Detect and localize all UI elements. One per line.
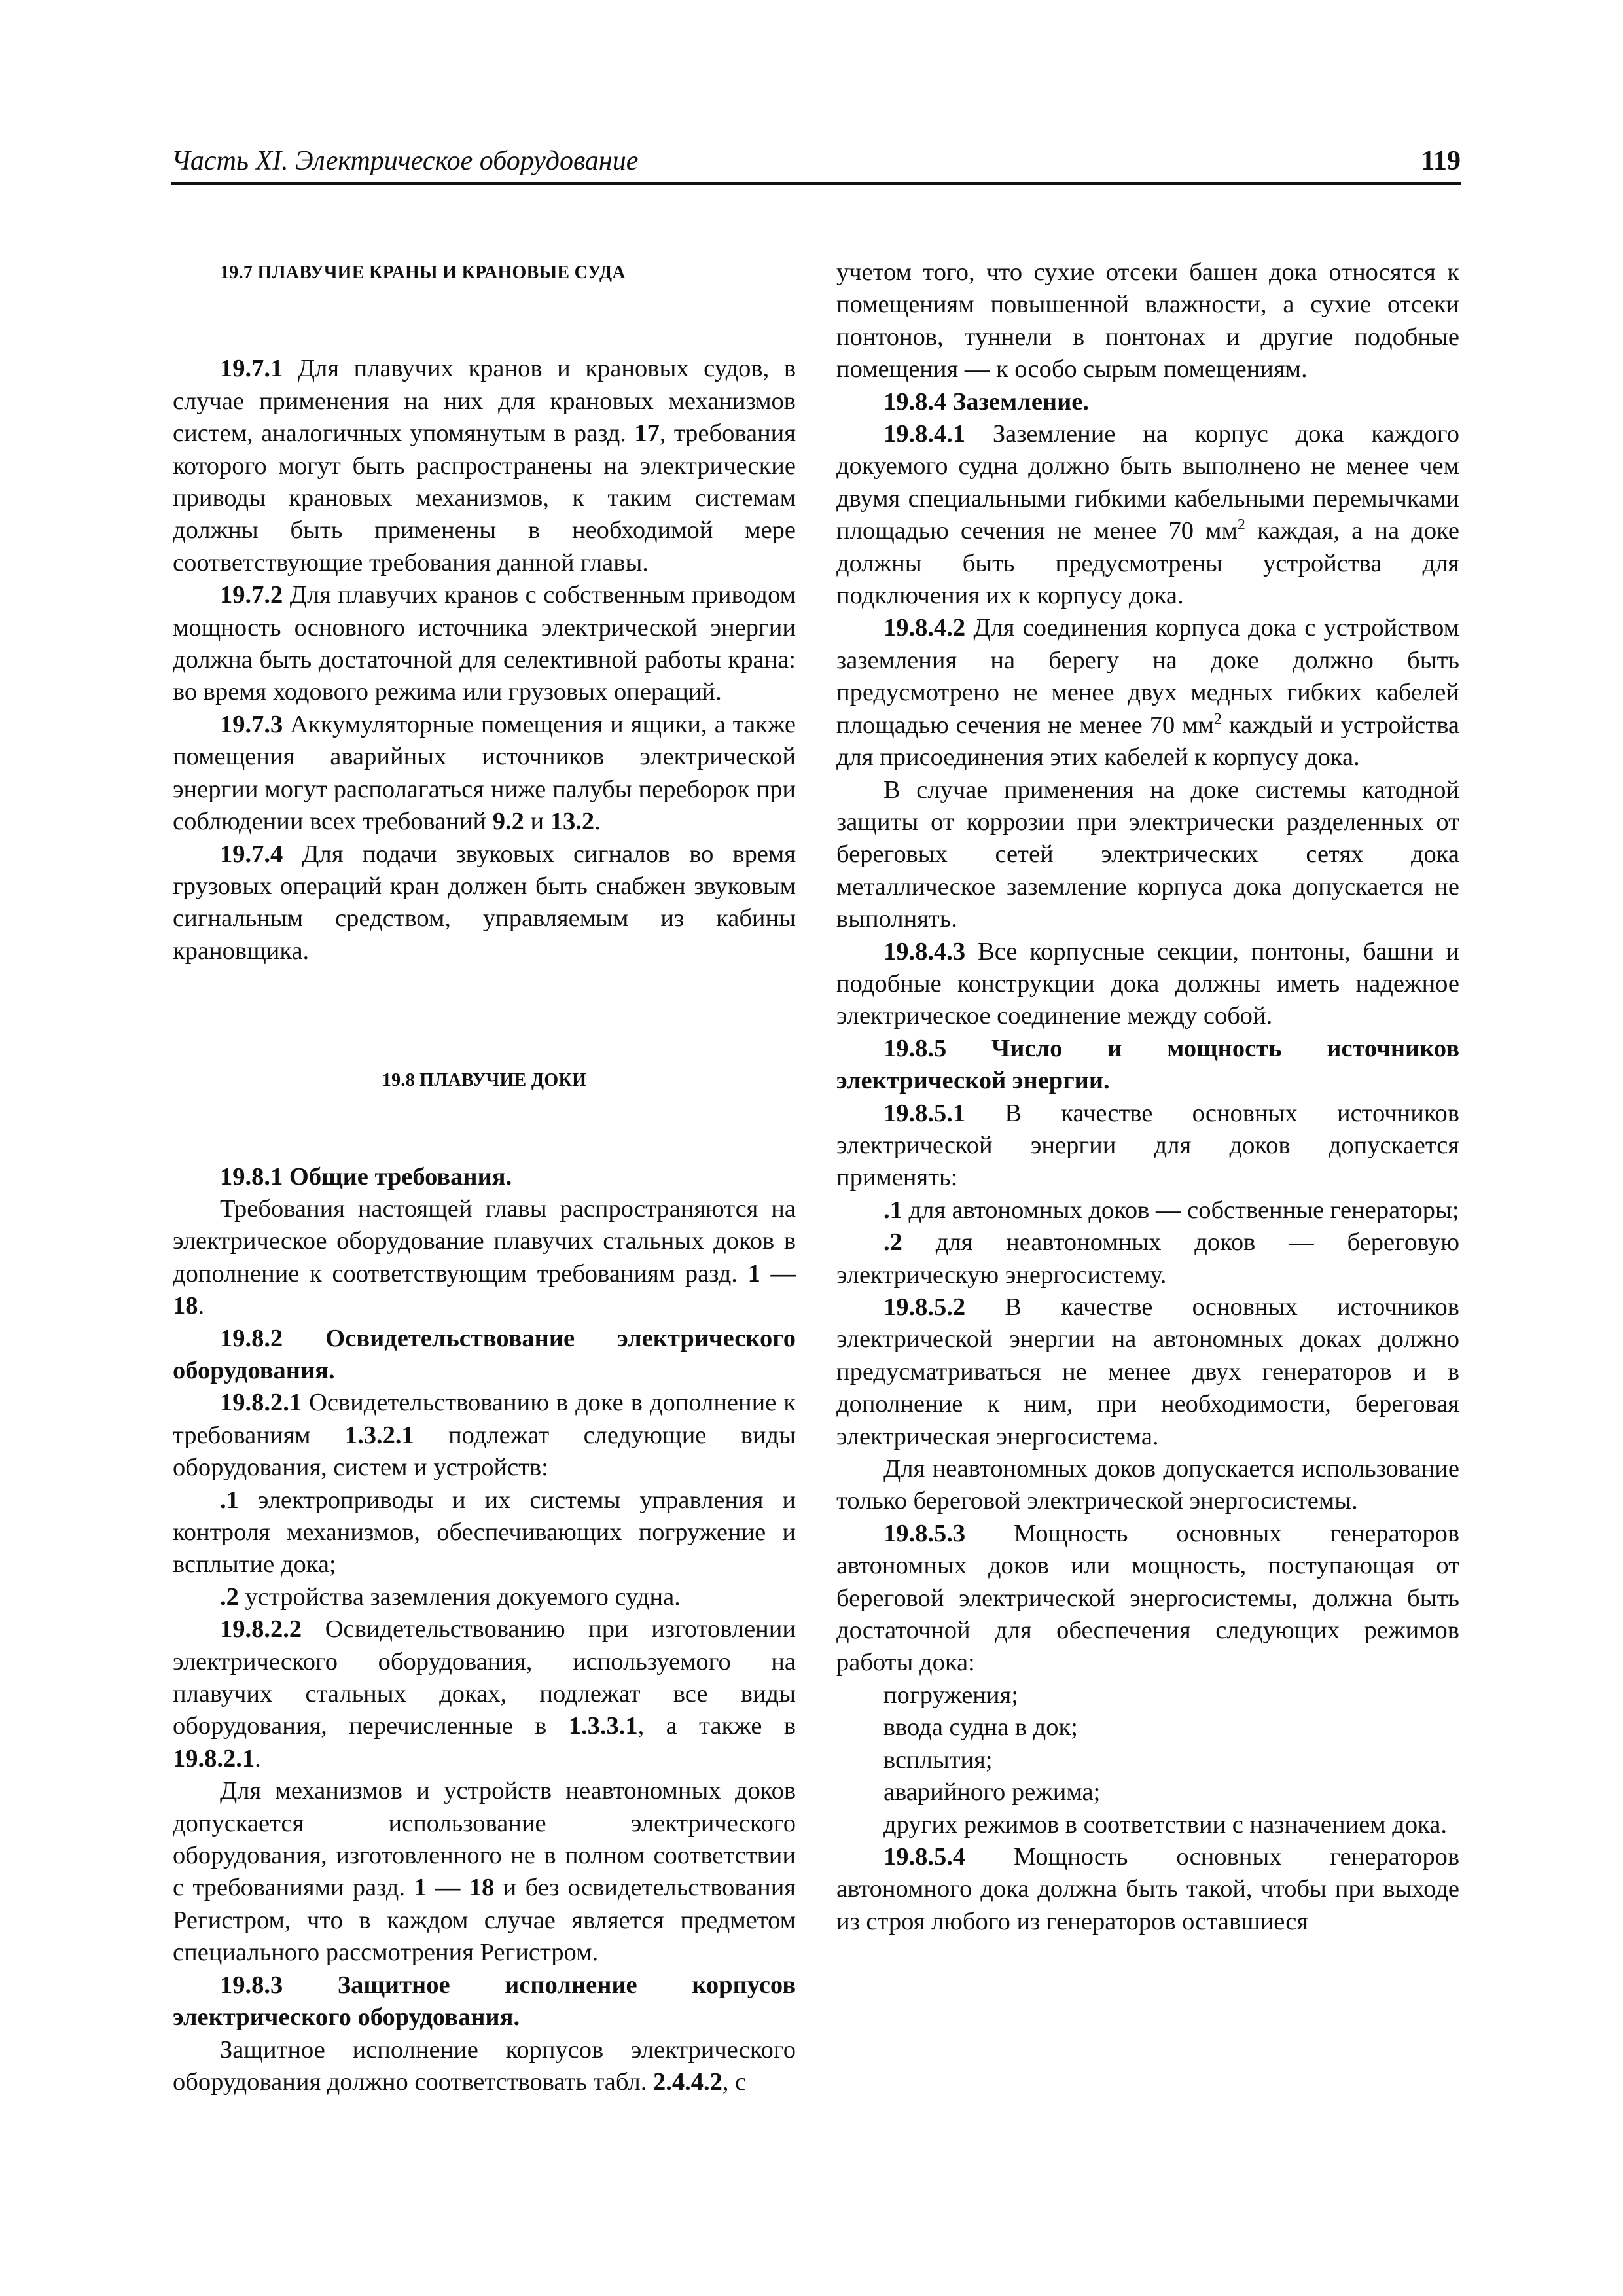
clause-number: 19.7.1 bbox=[220, 355, 283, 383]
mode-item: других режимов в соответствии с назначением дока. bbox=[883, 1810, 1447, 1839]
text: каждый и устройства для присоединения этих кабелей к корпусу дока. bbox=[836, 711, 1459, 772]
text: для неавтономных доков — береговую электрическую энергосистему. bbox=[836, 1229, 1459, 1289]
text: Для подачи звуковых сигналов во время грузовых операций кран должен быть снабжен звуковым сигнальным средством, управляемым из кабины крановщика. bbox=[173, 840, 796, 965]
clause-number: 19.7.2 bbox=[220, 581, 283, 609]
list-marker: .1 bbox=[883, 1196, 902, 1224]
mode-item: ввода судна в док; bbox=[883, 1713, 1078, 1742]
paragraph-nonautonomous-mechanisms bbox=[173, 1775, 796, 1969]
left-column bbox=[173, 257, 796, 2098]
page-number: 119 bbox=[1421, 146, 1461, 176]
paragraph-19-8-5-4 bbox=[836, 1841, 1459, 1938]
text: Аккумуляторные помещения и ящики, а также помещения аварийных источников электрической энергии могут располагаться ниже палубы переборок при соблюдении всех требований bbox=[173, 710, 796, 836]
clause-title: Заземление. bbox=[946, 387, 1089, 416]
superscript: 2 bbox=[1237, 516, 1245, 534]
mode-item: аварийного режима; bbox=[883, 1778, 1101, 1806]
section-heading-19-7: 19.7 ПЛАВУЧИЕ КРАНЫ И КРАНОВЫЕ СУДА bbox=[220, 262, 626, 283]
paragraph-19-8-3 bbox=[173, 1969, 796, 2034]
paragraph-19-7-4 bbox=[173, 838, 796, 968]
cross-reference: 19.8.2.1 bbox=[173, 1744, 255, 1772]
clause-title: Число и мощность источников электрической энергии. bbox=[836, 1034, 1459, 1095]
text: , требования которого могут быть распространены на электрические приводы крановых механизмов, к таким системам должны быть применены в необходимой мере соответствующие требования данной главы. bbox=[173, 420, 796, 577]
text: В качестве основных источников электрической энергии для доков допускается применять: bbox=[836, 1099, 1459, 1192]
clause-number: 19.8.2 bbox=[220, 1324, 283, 1352]
text: Заземление на корпус дока каждого докуемого судна должно быть выполнено не менее чем двумя специальными гибкими кабельными перемычками площадью сечения не менее 70 мм bbox=[836, 420, 1459, 545]
clause-number: 19.8.5.2 bbox=[883, 1293, 966, 1321]
paragraph-19-7-2 bbox=[173, 579, 796, 709]
text: устройства заземления докуемого судна. bbox=[238, 1583, 681, 1611]
list-marker: .2 bbox=[883, 1229, 902, 1257]
paragraph-19-8-4-1 bbox=[836, 418, 1459, 612]
clause-number: 19.8.4.1 bbox=[883, 420, 966, 448]
paragraph-19-8-2 bbox=[173, 1323, 796, 1388]
text: для автономных доков — собственные генераторы; bbox=[902, 1196, 1459, 1224]
paragraph-19-8-4-2 bbox=[836, 612, 1459, 774]
clause-number: 19.8.4.2 bbox=[883, 614, 966, 642]
text: Освидетельствованию при изготовлении электрического оборудования, используемого на плавучих стальных доках, подлежат все виды оборудования, перечисленные в bbox=[173, 1615, 796, 1740]
clause-number: 19.7.3 bbox=[220, 710, 283, 738]
paragraph-cathodic-protection: В случае применения на доке системы катодной защиты от коррозии при электрически разделенных от береговых сетей электрических сетях дока металлическое заземление корпуса дока допускается не выполнять. bbox=[836, 776, 1459, 933]
text: Мощность основных генераторов автономного дока должна быть такой, чтобы при выходе из строя любого из генераторов оставшиеся bbox=[836, 1842, 1459, 1935]
text: Для соединения корпуса дока с устройством заземления на берегу на доке должно быть предусмотрено не менее двух медных гибких кабелей площадью сечения не менее 70 мм bbox=[836, 614, 1459, 739]
text: . bbox=[198, 1292, 205, 1320]
text: , а также в bbox=[637, 1712, 796, 1740]
paragraph-19-8-5-1 bbox=[836, 1098, 1459, 1194]
cross-reference: 1.3.2.1 bbox=[344, 1421, 414, 1449]
text: и без освидетельствования Регистром, что в каждом случае является предметом специального рассмотрения Регистром. bbox=[173, 1874, 796, 1967]
paragraph-19-8-2-2 bbox=[173, 1613, 796, 1775]
clause-number: 19.8.4.3 bbox=[883, 937, 966, 965]
clause-number: 19.8.1 bbox=[220, 1162, 283, 1191]
clause-number: 19.7.4 bbox=[220, 840, 283, 868]
paragraph-19-8-1 bbox=[173, 1161, 796, 1193]
list-item-1 bbox=[836, 1194, 1459, 1227]
text: Освидетельствованию в доке в дополнение к требованиям bbox=[173, 1389, 796, 1449]
text: Для плавучих кранов с собственным приводом мощность основного источника электрической энергии должна быть достаточной для селективной работы крана: во время ходового режима или грузовых операций. bbox=[173, 581, 796, 706]
paragraph-19-8-4-3 bbox=[836, 936, 1459, 1033]
text: Для механизмов и устройств неавтономных доков допускается использование электрического оборудования, изготовленного не в полном соответствии с требованиями разд. bbox=[173, 1777, 796, 1902]
paragraph-general bbox=[173, 1193, 796, 1323]
text: Защитное исполнение корпусов электрического оборудования должно соответствовать табл. bbox=[173, 2036, 796, 2096]
text: Для плавучих кранов и крановых судов, в случае применения на них для крановых механизмов систем, аналогичных упомянутым в разд. bbox=[173, 355, 796, 448]
text: и bbox=[524, 808, 550, 836]
text: электроприводы и их системы управления и контроля механизмов, обеспечивающих погружение и всплытие дока; bbox=[173, 1486, 796, 1579]
right-column bbox=[836, 257, 1459, 1938]
paragraph-19-8-5-3 bbox=[836, 1518, 1459, 1679]
paragraph-19-7-3 bbox=[173, 709, 796, 838]
text: Мощность основных генераторов автономных доков или мощность, поступающая от береговой электрической энергосистемы, должна быть достаточной для обеспечения следующих режимов работы дока: bbox=[836, 1519, 1459, 1677]
paragraph-19-8-2-1 bbox=[173, 1387, 796, 1484]
cross-reference: 1.3.3.1 bbox=[568, 1712, 638, 1740]
list-marker: .2 bbox=[220, 1583, 239, 1611]
superscript: 2 bbox=[1214, 710, 1222, 728]
list-marker: .1 bbox=[220, 1486, 239, 1514]
running-header bbox=[171, 145, 1461, 185]
clause-title: Защитное исполнение корпусов электрического оборудования. bbox=[173, 1971, 796, 2032]
clause-number: 19.8.3 bbox=[220, 1971, 283, 1999]
cross-reference: 2.4.4.2 bbox=[652, 2068, 722, 2096]
paragraph-protection bbox=[173, 2034, 796, 2099]
text: В качестве основных источников электрической энергии на автономных доках должно предусматриваться не менее двух генераторов и в дополнение к ним, при необходимости, береговая электрическая энергосистема. bbox=[836, 1293, 1459, 1450]
text: подлежат следующие виды оборудования, систем и устройств: bbox=[173, 1421, 796, 1482]
cross-reference: 17 bbox=[634, 420, 660, 448]
paragraph-nonautonomous-docks: Для неавтономных доков допускается использование только береговой электрической энергосистемы. bbox=[836, 1455, 1459, 1515]
list-item-2 bbox=[836, 1227, 1459, 1291]
paragraph-19-8-4 bbox=[836, 386, 1459, 418]
paragraph-19-8-5-2 bbox=[836, 1291, 1459, 1453]
paragraph-19-8-5 bbox=[836, 1033, 1459, 1098]
text: Все корпусные секции, понтоны, башни и подобные конструкции дока должны иметь надежное электрическое соединение между собой. bbox=[836, 937, 1459, 1030]
cross-reference: 9.2 bbox=[492, 808, 524, 836]
list-item-2 bbox=[173, 1581, 796, 1613]
text: каждая, а на доке должны быть предусмотрены устройства для подключения их к корпусу дока. bbox=[836, 517, 1459, 610]
mode-item: всплытия; bbox=[883, 1746, 993, 1774]
clause-title: Освидетельствование электрического оборудования. bbox=[173, 1324, 796, 1384]
text: Требования настоящей главы распространяются на электрическое оборудование плавучих стальных доков в дополнение к соответствующим требованиям разд. bbox=[173, 1194, 796, 1287]
text: . bbox=[255, 1744, 261, 1772]
section-heading-19-8: 19.8 ПЛАВУЧИЕ ДОКИ bbox=[382, 1070, 587, 1091]
cross-reference: 1 — 18 bbox=[173, 1259, 796, 1320]
paragraph-continuation: учетом того, что сухие отсеки башен дока относятся к помещениям повышенной влажности, а сухие отсеки понтонов, туннели в понтонах и другие подобные помещения — к особо сырым помещениям. bbox=[836, 259, 1459, 384]
clause-number: 19.8.5 bbox=[883, 1034, 947, 1062]
header-title: Часть XI. Электрическое оборудование bbox=[171, 146, 639, 176]
text: , с bbox=[722, 2068, 747, 2096]
list-item-1 bbox=[173, 1484, 796, 1581]
cross-reference: 1 — 18 bbox=[414, 1874, 495, 1902]
clause-number: 19.8.5.4 bbox=[883, 1842, 966, 1871]
clause-number: 19.8.4 bbox=[883, 387, 947, 416]
clause-title: Общие требования. bbox=[283, 1162, 512, 1191]
paragraph-19-7-1 bbox=[173, 353, 796, 579]
clause-number: 19.8.2.1 bbox=[220, 1389, 302, 1417]
mode-item: погружения; bbox=[883, 1681, 1018, 1709]
cross-reference: 13.2 bbox=[550, 808, 595, 836]
clause-number: 19.8.2.2 bbox=[220, 1615, 302, 1643]
text: . bbox=[594, 808, 601, 836]
clause-number: 19.8.5.3 bbox=[883, 1519, 966, 1547]
clause-number: 19.8.5.1 bbox=[883, 1099, 966, 1127]
